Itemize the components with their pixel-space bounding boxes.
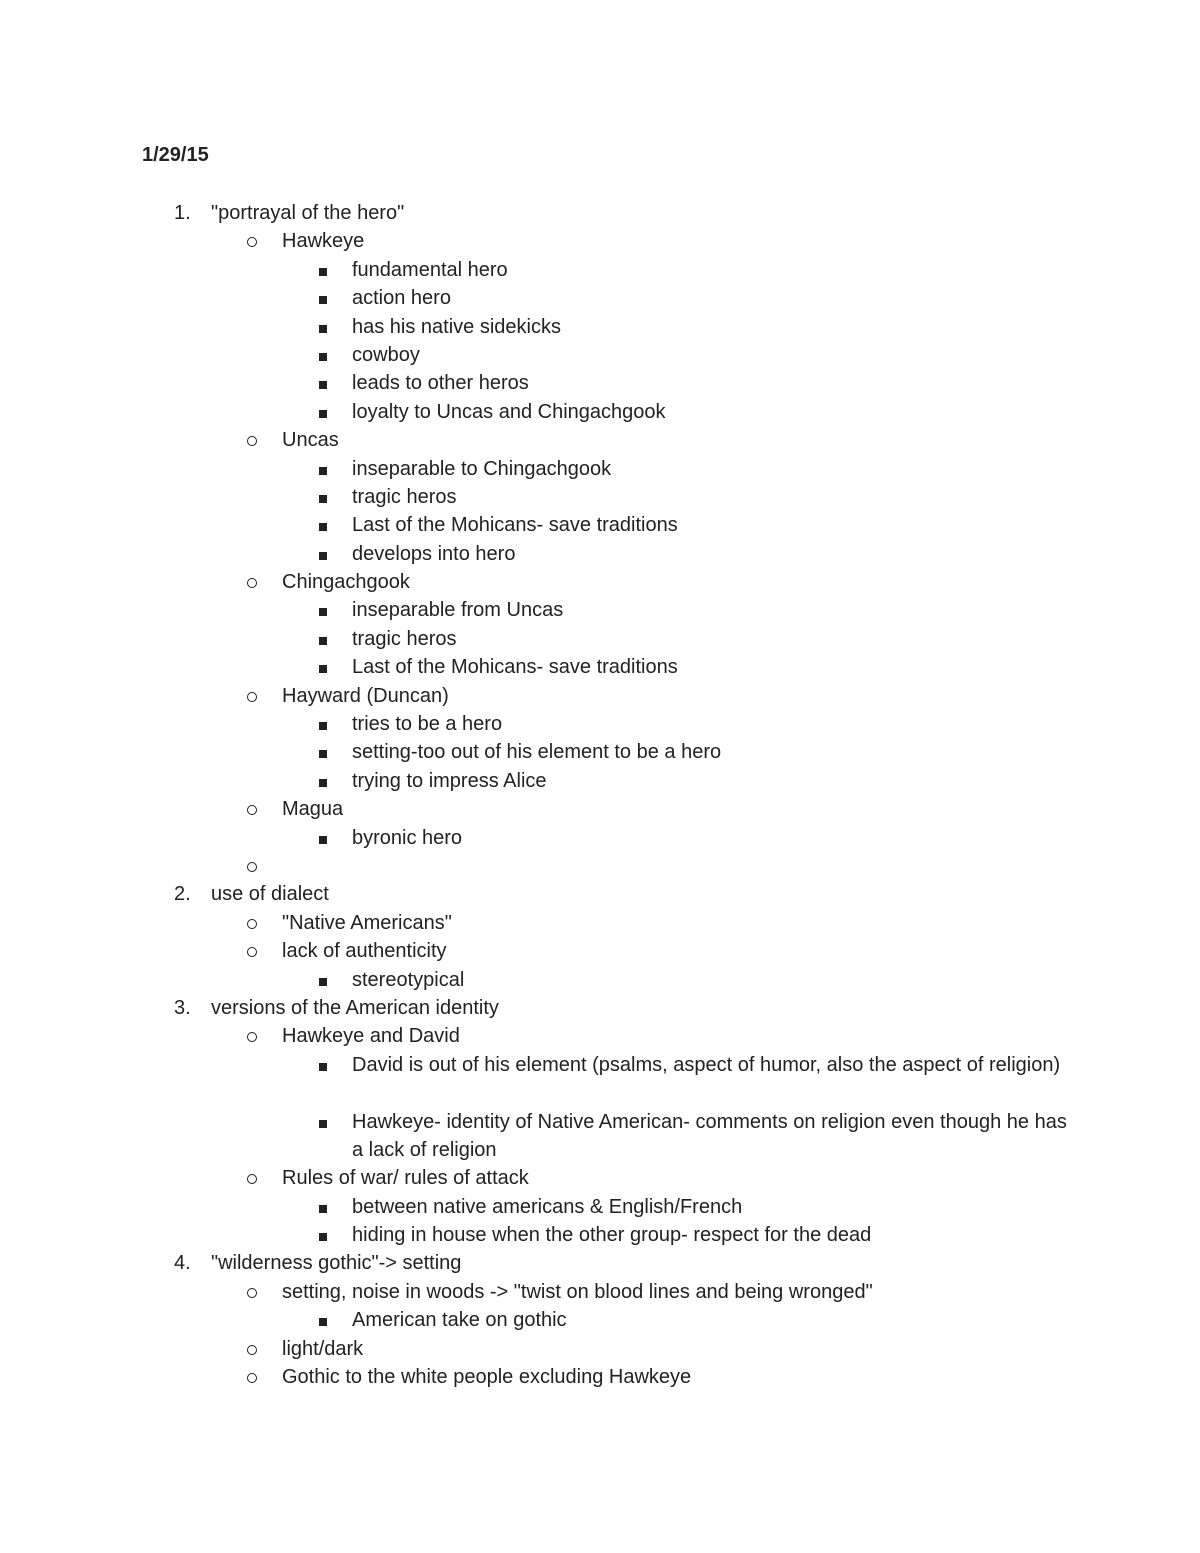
list-item — [0, 795, 1200, 823]
list-item — [0, 1108, 1200, 1165]
list-item — [0, 511, 1200, 539]
list-item — [0, 1335, 1200, 1363]
list-item — [0, 1193, 1200, 1221]
hollow-circle-bullet-icon — [245, 795, 257, 823]
hollow-circle-bullet-icon — [245, 1278, 257, 1306]
list-item — [0, 568, 1200, 596]
square-bullet-icon — [316, 596, 327, 624]
list-number: 4. — [174, 1252, 191, 1275]
list-item-text: Gothic to the white people excluding Hawkeye — [282, 1366, 692, 1389]
list-item — [0, 369, 1200, 397]
hollow-circle-bullet-icon — [245, 1335, 257, 1363]
list-item-text: trying to impress Alice — [352, 769, 547, 792]
list-item — [0, 596, 1200, 624]
list-item — [0, 994, 1200, 1022]
list-item-text: "portrayal of the hero" — [211, 202, 405, 224]
list-item-text: develops into hero — [352, 542, 516, 565]
list-item-text: Last of the Mohicans- save traditions — [352, 514, 678, 537]
hollow-circle-bullet-icon — [245, 227, 257, 255]
list-item — [0, 909, 1200, 937]
list-item — [0, 738, 1200, 766]
list-item — [0, 625, 1200, 653]
list-item — [0, 824, 1200, 852]
list-item-text: has his native sidekicks — [352, 315, 561, 338]
list-item-text: hiding in house when the other group- respect for the dead — [352, 1224, 872, 1247]
list-item-text: lack of authenticity — [282, 940, 447, 963]
list-item — [0, 426, 1200, 454]
date-heading: 1/29/15 — [142, 144, 209, 166]
list-item-text: inseparable from Uncas — [352, 599, 564, 622]
list-item — [0, 1221, 1200, 1249]
list-item-text: stereotypical — [352, 968, 465, 991]
list-item-text: Chingachgook — [282, 571, 410, 594]
square-bullet-icon — [316, 483, 327, 511]
list-number: 2. — [174, 883, 191, 906]
square-bullet-icon — [316, 313, 327, 341]
square-bullet-icon — [316, 653, 327, 681]
square-bullet-icon — [316, 1306, 327, 1334]
list-item-text: American take on gothic — [352, 1309, 567, 1332]
list-item — [0, 341, 1200, 369]
hollow-circle-bullet-icon — [245, 1363, 257, 1391]
square-bullet-icon — [316, 1108, 327, 1136]
square-bullet-icon — [316, 1051, 327, 1079]
square-bullet-icon — [316, 710, 327, 738]
list-item — [0, 880, 1200, 908]
list-item-text: inseparable to Chingachgook — [352, 457, 612, 480]
list-item-text: Hawkeye- identity of Native American- comments on religion even though he has a lack of religion — [352, 1110, 1067, 1161]
list-item-text: loyalty to Uncas and Chingachgook — [352, 400, 666, 423]
square-bullet-icon — [316, 256, 327, 284]
hollow-circle-bullet-icon — [245, 1022, 257, 1050]
list-item — [0, 1363, 1200, 1391]
list-item-text: setting, noise in woods -> "twist on blood lines and being wronged" — [282, 1280, 873, 1303]
hollow-circle-bullet-icon — [245, 852, 257, 880]
square-bullet-icon — [316, 966, 327, 994]
square-bullet-icon — [316, 511, 327, 539]
list-item — [0, 483, 1200, 511]
list-item-text: tragic heros — [352, 485, 457, 508]
list-item-text: Hawkeye and David — [282, 1025, 460, 1048]
list-item — [0, 682, 1200, 710]
hollow-circle-bullet-icon — [245, 909, 257, 937]
list-item — [0, 284, 1200, 312]
list-item-text: Last of the Mohicans- save traditions — [352, 656, 678, 679]
list-item — [0, 710, 1200, 738]
hollow-circle-bullet-icon — [245, 1164, 257, 1192]
list-item — [0, 1022, 1200, 1050]
list-item-text: Magua — [282, 798, 344, 821]
square-bullet-icon — [316, 1193, 327, 1221]
list-item-text: byronic hero — [352, 826, 463, 849]
list-item — [0, 937, 1200, 965]
list-item — [0, 966, 1200, 994]
list-item — [0, 1278, 1200, 1306]
list-item — [0, 767, 1200, 795]
list-item-text: tries to be a hero — [352, 713, 503, 736]
list-item-text: Uncas — [282, 429, 339, 452]
list-item-text: setting-too out of his element to be a hero — [352, 741, 722, 764]
list-item-empty — [0, 852, 1200, 880]
list-item — [0, 1051, 1200, 1108]
list-item — [0, 455, 1200, 483]
list-item-text: action hero — [352, 287, 451, 310]
list-item-text: cowboy — [352, 343, 420, 366]
hollow-circle-bullet-icon — [245, 682, 257, 710]
list-item — [0, 398, 1200, 426]
list-item-text: "Native Americans" — [282, 911, 452, 934]
list-item — [0, 1249, 1200, 1277]
square-bullet-icon — [316, 284, 327, 312]
list-item-text: Hayward (Duncan) — [282, 684, 449, 707]
hollow-circle-bullet-icon — [245, 568, 257, 596]
list-item-text: leads to other heros — [352, 372, 529, 395]
list-item — [0, 1306, 1200, 1334]
notes-outline — [0, 199, 1200, 1391]
square-bullet-icon — [316, 369, 327, 397]
list-item-text: light/dark — [282, 1337, 364, 1360]
square-bullet-icon — [316, 738, 327, 766]
square-bullet-icon — [316, 625, 327, 653]
list-item-text: "wilderness gothic"-> setting — [211, 1252, 462, 1275]
square-bullet-icon — [316, 455, 327, 483]
square-bullet-icon — [316, 398, 327, 426]
list-item-text: Rules of war/ rules of attack — [282, 1167, 529, 1190]
hollow-circle-bullet-icon — [245, 937, 257, 965]
list-item-text: David is out of his element (psalms, aspect of humor, also the aspect of religion) — [352, 1053, 1061, 1076]
square-bullet-icon — [316, 767, 327, 795]
list-item-text: versions of the American identity — [211, 996, 499, 1019]
list-number: 1. — [174, 202, 191, 224]
square-bullet-icon — [316, 1221, 327, 1249]
list-item — [0, 313, 1200, 341]
list-item — [0, 256, 1200, 284]
square-bullet-icon — [316, 540, 327, 568]
hollow-circle-bullet-icon — [245, 426, 257, 454]
list-item — [0, 227, 1200, 255]
list-item — [0, 1164, 1200, 1192]
list-item — [0, 540, 1200, 568]
list-number: 3. — [174, 996, 191, 1019]
square-bullet-icon — [316, 341, 327, 369]
list-item-text: between native americans & English/French — [352, 1195, 743, 1218]
list-item — [0, 653, 1200, 681]
list-item-text: Hawkeye — [282, 230, 365, 253]
list-item-text: tragic heros — [352, 627, 457, 650]
list-item-text: fundamental hero — [352, 258, 508, 281]
list-item-text: use of dialect — [211, 883, 329, 906]
list-item — [0, 199, 1200, 227]
square-bullet-icon — [316, 824, 327, 852]
